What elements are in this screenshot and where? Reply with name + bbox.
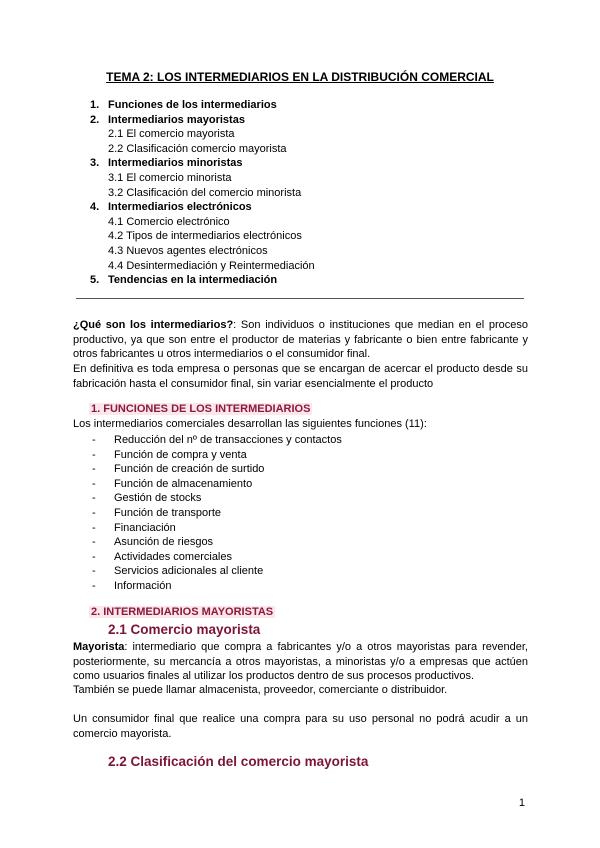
- toc-subitem: 4.3 Nuevos agentes electrónicos: [108, 244, 268, 257]
- intro-definition: : Son individuos o instituciones que median en el proceso productivo, ya que son entre el productor de materias y fabricante o bien entre fabricante y otros fabricantes u otros intermediarios o el consumidor final.: [73, 319, 528, 361]
- toc-subitem: 4.1 Comercio electrónico: [108, 215, 230, 228]
- list-item: - Función de almacenamiento: [92, 477, 253, 490]
- functions-list: [92, 433, 342, 594]
- toc-subitem: 3.2 Clasificación del comercio minorista: [108, 186, 302, 199]
- page-number: 1: [518, 797, 525, 809]
- toc-item: 5. Tendencias en la intermediación: [90, 274, 278, 287]
- toc-subitem: 3.1 El comercio minorista: [108, 171, 232, 184]
- list-item: - Financiación: [92, 521, 176, 534]
- table-of-contents: [90, 98, 315, 288]
- intro-extra: En definitiva es toda empresa o personas que se encargan de acercar el producto desde su fabricación hasta el consumidor final, sin variar esencialmente el producto: [73, 363, 528, 390]
- section-lead: Los intermediarios comerciales desarrollan las siguientes funciones (11):: [73, 418, 427, 430]
- toc-subitem: 2.1 El comercio mayorista: [108, 128, 235, 141]
- document-title: TEMA 2: LOS INTERMEDIARIOS EN LA DISTRIBUCIÓN COMERCIAL: [106, 70, 494, 84]
- list-item: - Reducción del nº de transacciones y contactos: [92, 434, 342, 446]
- toc-item: 2. Intermediarios mayoristas: [90, 113, 245, 126]
- toc-subitem: 4.4 Desintermediación y Reintermediación: [108, 259, 315, 272]
- section-heading: 1. FUNCIONES DE LOS INTERMEDIARIOS: [91, 403, 311, 415]
- list-item: - Servicios adicionales al cliente: [92, 565, 264, 578]
- also-called-line: También se puede llamar almacenista, proveedor, comerciante o distribuidor.: [73, 684, 448, 696]
- section-heading: 2. INTERMEDIARIOS MAYORISTAS: [91, 606, 274, 618]
- mayorista-paragraph: [73, 640, 528, 684]
- toc-subitem: 2.2 Clasificación comercio mayorista: [108, 142, 287, 155]
- list-item: - Gestión de stocks: [92, 492, 202, 505]
- list-item: - Función de transporte: [92, 506, 222, 519]
- mayorista-term: Mayorista: [73, 641, 125, 653]
- list-item: - Función de compra y venta: [92, 448, 247, 461]
- intro-term: ¿Qué son los intermediarios?: [73, 319, 234, 331]
- toc-item: 3. Intermediarios minoristas: [90, 157, 243, 170]
- list-item: - Información: [92, 579, 172, 592]
- subsection-heading: 2.1 Comercio mayorista: [108, 622, 261, 637]
- list-item: - Función de creación de surtido: [92, 463, 265, 476]
- intro-paragraph: [73, 318, 528, 362]
- toc-item: 4. Intermediarios electrónicos: [90, 201, 252, 214]
- mayorista-definition: : intermediario que compra a fabricantes y/o a otros mayoristas para revender, posteriormente, su mercancía a otros mayoristas, a minoristas y/o a empresas que actúen como usuarios finales al utilizar los productos dentro de sus procesos productivos.: [73, 641, 528, 683]
- toc-item: 1. Funciones de los intermediarios: [90, 99, 277, 111]
- list-item: - Actividades comerciales: [92, 550, 232, 563]
- consumer-note: Un consumidor final que realice una compra para su uso personal no podrá acudir a un comercio mayorista.: [73, 713, 528, 740]
- subsection-heading: 2.2 Clasificación del comercio mayorista: [108, 754, 369, 769]
- list-item: - Asunción de riesgos: [92, 536, 214, 549]
- horizontal-divider: [76, 298, 524, 299]
- toc-subitem: 4.2 Tipos de intermediarios electrónicos: [108, 230, 302, 243]
